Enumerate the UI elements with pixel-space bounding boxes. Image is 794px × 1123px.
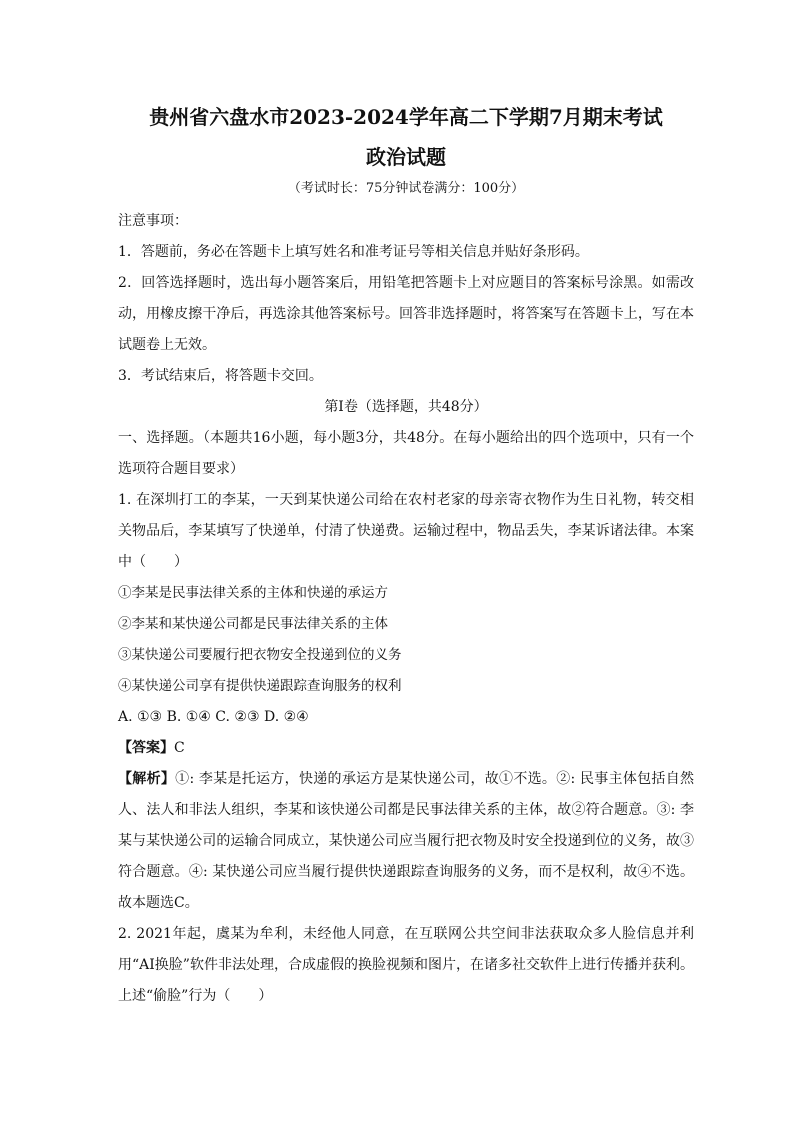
note-item: 1．答题前，务必在答题卡上填写姓名和准考证号等相关信息并贴好条形码。 <box>118 244 589 260</box>
section-instruction: 一、选择题。（本题共16小题，每小题3分，共48分。在每小题给出的四个选项中，只有一个选项符合题目要求） <box>118 430 694 477</box>
part-title: 第Ⅰ卷（选择题，共48分） <box>324 399 488 415</box>
answer-line <box>118 733 694 764</box>
statement-item: ①李某是民事法律关系的主体和快递的承运方 <box>118 585 388 601</box>
question-2 <box>118 919 694 1012</box>
question-stem: 1. 在深圳打工的李某，一天到某快递公司给在农村老家的母亲寄衣物作为生日礼物，转交相关物品后，李某填写了快递单，付清了快递费。运输过程中，物品丢失，李某诉诸法律。本案中（ ） <box>118 492 694 570</box>
exam-meta: （考试时长：75分钟试卷满分：100分） <box>287 181 525 196</box>
note-item: 3．考试结束后，将答题卡交回。 <box>118 368 323 384</box>
question-1 <box>118 485 694 919</box>
notes-heading: 注意事项： <box>118 213 188 229</box>
answer-choices: A. ①③ B. ①④ C. ②③ D. ②④ <box>118 709 309 725</box>
statement-item: ④某快递公司享有提供快递跟踪查询服务的权利 <box>118 678 402 694</box>
analysis-label: 【解析】 <box>118 771 176 787</box>
statement-item: ③某快递公司要履行把衣物安全投递到位的义务 <box>118 647 402 663</box>
analysis-line <box>118 764 694 919</box>
note-item: 2．回答选择题时，选出每小题答案后，用铅笔把答题卡上对应题目的答案标号涂黑。如需改动，用橡皮擦干净后，再选涂其他答案标号。回答非选择题时，将答案写在答题卡上，写在本试题卷上无效。 <box>118 275 694 353</box>
notes-section <box>118 206 694 392</box>
question-stem: 2. 2021年起，虞某为牟利，未经他人同意，在互联网公共空间非法获取众多人脸信息并利用“AI换脸”软件非法处理，合成虚假的换脸视频和图片，在诸多社交软件上进行传播并获利。上述“偷脸”行为（ ） <box>118 926 694 1004</box>
statement-item: ②李某和某快递公司都是民事法律关系的主体 <box>118 616 388 632</box>
answer-value: C <box>174 740 185 756</box>
page-subtitle: 政治试题 <box>366 145 446 169</box>
answer-label: 【答案】 <box>118 740 174 756</box>
page-title: 贵州省六盘水市2023-2024学年高二下学期7月期末考试 <box>149 105 663 129</box>
analysis-text: ①: 李某是托运方，快递的承运方是某快递公司，故①不选。②: 民事主体包括自然人、法人和非法人组织，李某和该快递公司都是民事法律关系的主体，故②符合题意。③: 李某与某快递公司的运输合同成立，某快递公司应当履行把衣物及时安全投递到位的义务，故③符合题意。④: 某快递公司应当履行提供快递跟踪查询服务的义务，而不是权利，故④不选。故本题选C。 <box>118 771 694 911</box>
